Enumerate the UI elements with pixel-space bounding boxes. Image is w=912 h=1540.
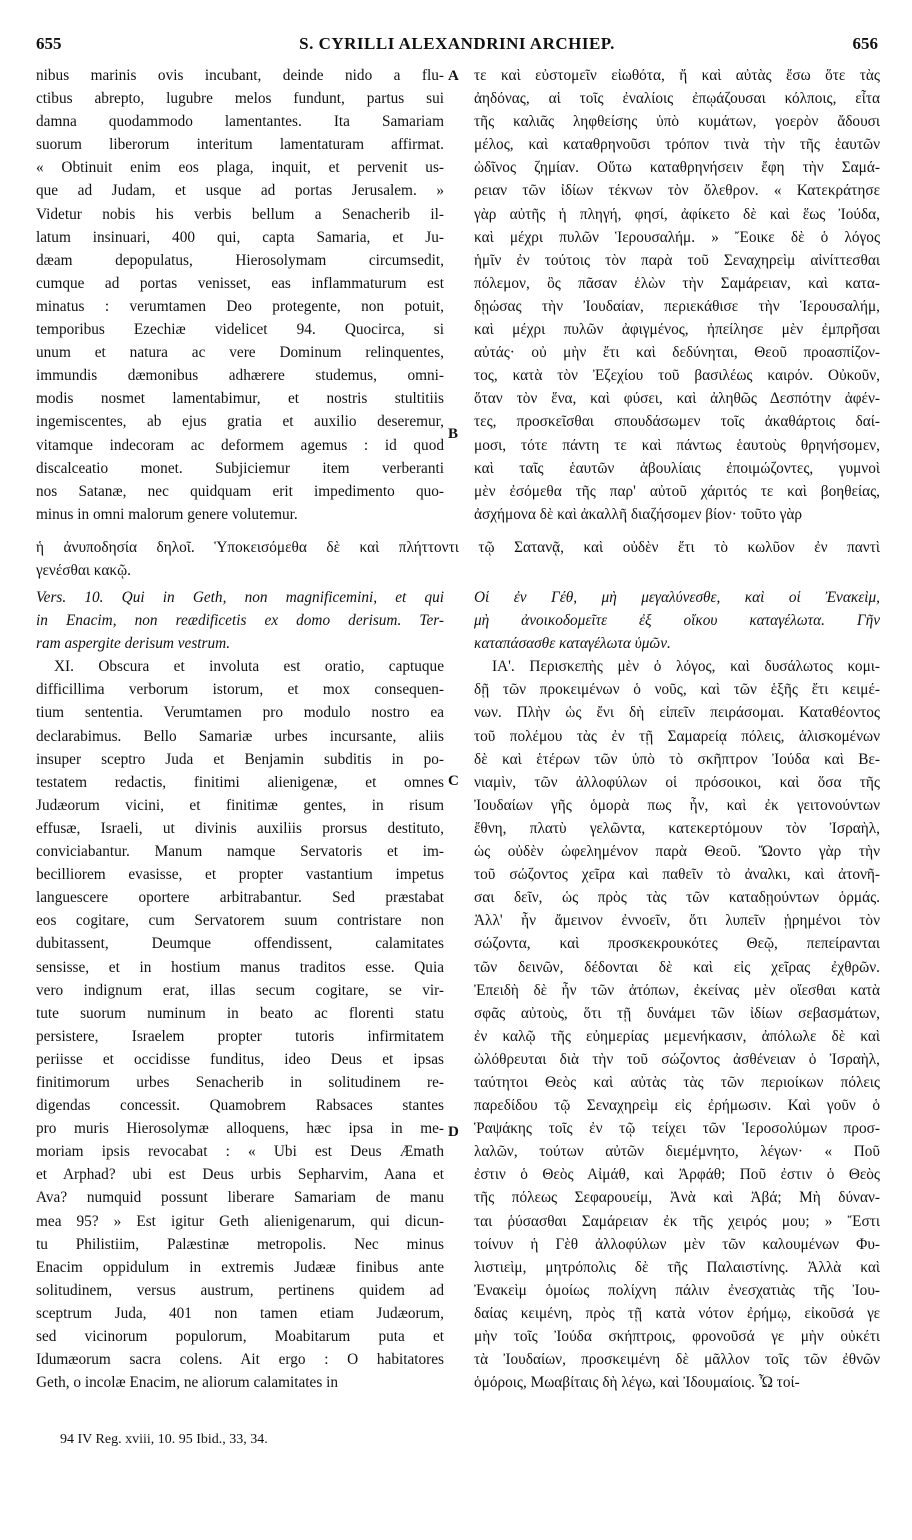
latin-text-line: discalceatio monet. Subjiciemur item verberanti — [36, 459, 444, 477]
greek-verse-line: μὴ ἀνοικοδομεῖτε ἐξ οἴκου καταγέλωτα. Γῆν — [474, 612, 880, 630]
latin-text-line: immundis dæmonibus adhærere studemus, omni- — [36, 367, 444, 385]
greek-text-line: τε καὶ εὐστομεῖν εἰωθότα, ἤ καὶ αὐτὰς ἔσω ὅτε τὰς — [474, 67, 880, 84]
latin-text-line: moriam ipsis revocabat : « Ubi est Deus Æmath — [36, 1143, 444, 1161]
greek-text-line: Ἰουδαίων γῆς ὁμορὰ πως ἦν, καὶ ἐκ γειτονούντων — [474, 796, 880, 814]
latin-text-line: Geth, o incolæ Enacim, ne aliorum calamitates in — [36, 1374, 339, 1392]
latin-text-line: effusæ, Israeli, ut divinis auxiliis prorsus destituto, — [36, 819, 444, 837]
greek-text-line: τὰ Ἰουδαίων, προσκειμένη δὲ μᾶλλον τοῖς τῶν ἐθνῶν — [474, 1351, 880, 1369]
greek-text-line: Ἀλλ' ἦν ἄμεινον ἐννοεῖν, ὅτι λυπεῖν ᾑρημένοι τὸν — [474, 912, 880, 930]
latin-text-line: conviciabantur. Manum namque Servatoris et im- — [36, 843, 444, 861]
greek-text-line: Ἐπειδὴ δὲ ἦν τῶν ἀτόπων, ἐκείνας μὲν οἴεσθαι κατὰ — [474, 981, 880, 999]
margin-marker-a: A — [448, 68, 459, 84]
latin-text-line: ingemiscentes, ab ejus gratia et auxilio deseremur, — [36, 413, 444, 431]
greek-text-line: σώζοντα, καὶ προσκεκρουκότες Θεῷ, πεπείρανται — [474, 935, 880, 953]
latin-text-line: ctibus abrepto, lugubre melos fundunt, partus sui — [36, 90, 444, 108]
greek-text-line: Ῥαψάκης τοῖς ἐν τῷ τείχει τῶν Ἱεροσολύμων προσ- — [474, 1120, 880, 1138]
greek-text-line: ἀσχήμονα δὲ καὶ ἀκαλλῆ διαζήσομεν βίον· τοῦτο γὰρ — [474, 505, 803, 523]
latin-text-line: difficillima verborum istorum, et mox consequen- — [36, 681, 444, 699]
greek-text-line: ὠλόθρευται διὰ τὴν τοῦ σώζοντος ἀσθένειαν ὁ Ἰσραὴλ, — [474, 1050, 880, 1068]
latin-text-line: Videtur nobis his verbis bellum a Senacherib il- — [36, 205, 444, 223]
greek-verse-line: Οἱ ἐν Γέθ, μὴ μεγαλύνεσθε, καὶ οἱ Ἐνακεὶμ, — [474, 589, 880, 606]
greek-text-line: τος, κατὰ τὸν Ἐζεχίου τοῦ βασιλέως καιρόν. Οὐκοῦν, — [474, 367, 880, 385]
latin-text-line: digendas concessit. Quamobrem Rabsaces stantes — [36, 1097, 444, 1115]
greek-text-line: μοσι, τότε πάντη τε καὶ πάντως ἑαυτοὺς θρηνήσομεν, — [474, 436, 880, 454]
latin-text-line: sed vicinorum populorum, Moabitarum puta et — [36, 1328, 444, 1345]
greek-text-line: λιστιεὶμ, μητρόπολις δὲ τῆς Παλαιστίνης. Ἀλλὰ καὶ — [474, 1258, 880, 1276]
greek-text-line: ἡμῖν ἐν τούτοις τὸν παρὰ τοῦ Σεναχηρεὶμ αἰνίττεσθαι — [474, 251, 880, 269]
latin-text-line: declarabimus. Bello Samariæ urbes incursante, aliis — [36, 727, 444, 745]
latin-text-line: Judæorum vicini, et finitimæ gentes, in risum — [36, 796, 444, 814]
latin-text-line: pro muris Hierosolymæ alloquens, hæc ipsa in me- — [36, 1120, 444, 1138]
greek-text-line: καὶ ταῖς ἑαυτῶν ἀβουλίαις ἐποιμώζοντες, γυμνοὶ — [474, 459, 880, 477]
latin-text-line: solitudinem, versus austrum, pertinens quidem ad — [36, 1281, 444, 1299]
latin-text-line: cumque ad portas venisset, eas inflammaturum est — [36, 274, 444, 292]
latin-text-line: becilliorem evasisse, et propter vastantium impetus — [36, 866, 444, 884]
latin-text-line: nos Satanæ, nec quidquam erit impedimento quo- — [36, 482, 444, 500]
latin-text-line: sensisse, et in hostium manus traditos esse. Quia — [36, 958, 444, 976]
latin-text-line: tu Philistiim, Palæstinæ metropolis. Nec minus — [36, 1235, 444, 1253]
greek-text-line: ρειαν τῶν ἰδίων τέκνων τὸν ὄλεθρον. « Κατεκράτησε — [474, 182, 880, 200]
latin-column-top — [36, 64, 444, 526]
greek-text-line: ὠδῖνος ζημίαν. Οὕτω καταθρηνήσειν ἔφη τὴν Σαμά- — [474, 159, 880, 177]
greek-text-line: δὲ καὶ ἑτέρων τῶν ὑπὸ τὸ σκῆπτρον Ἰούδα καὶ Βε- — [474, 750, 880, 768]
greek-text-line: ὁμόροις, Μωαβίταις δὴ λέγω, καὶ Ἰδουμαίοις. Ὦ τοί- — [474, 1374, 800, 1392]
latin-text-line: eos cogitare, cum Servatorem suum contristare non — [36, 912, 444, 930]
greek-spanning-text — [36, 536, 880, 582]
greek-text-line: ἀηδόνας, αἱ τοῖς ἐναλίοις ἐπῳάζουσαι κόλποις, εἶτα — [474, 90, 880, 108]
latin-text-line: minus in omni malorum genere volutemur. — [36, 505, 298, 523]
greek-text-line: τῆς πόλεως Σεφαρουείμ, Ἀνὰ καὶ Ἀβά; Μὴ δύναν- — [474, 1189, 880, 1207]
greek-text-line: ΙΑ'. Περισκεπὴς μὲν ὁ λόγος, καὶ δυσάλωτος κομι- — [492, 658, 880, 676]
latin-text-line: persistere, Israelem propter tutoris infirmitatem — [36, 1027, 444, 1045]
greek-text-line: μὲν ἐσόμεθα τῆς παρ' αὐτοῦ χάριτός τε καὶ βοηθείας, — [474, 482, 880, 500]
greek-text-line: νιαμὶν, τῶν ἀλλοφύλων οἱ πρόσοικοι, καὶ ὅσα τῆς — [474, 773, 880, 791]
latin-text-line: testatem redactis, finitimi alienigenæ, et omnes — [36, 773, 444, 791]
greek-span-line: ἡ ἀνυποδησία δηλοῖ. Ὑποκεισόμεθα δὲ καὶ πλήττοντι τῷ Σατανᾷ, καὶ οὐδὲν ἔτι τὸ κωλῦον ἐν παντὶ — [36, 539, 880, 556]
latin-text-line: damna quodammodo lamentantes. Ita Samariam — [36, 113, 444, 131]
greek-column-top — [474, 64, 880, 526]
latin-text-line: suorum liberorum interitum lamentaturam affirmat. — [36, 136, 444, 154]
margin-marker-d: D — [448, 1124, 459, 1140]
latin-text-line: unum et natura ac vere Dominum relinquentes, — [36, 344, 444, 362]
latin-text-line: tute suorum numinum in beato ac florenti statu — [36, 1004, 444, 1022]
greek-text-line: τοίνυν ἡ Γὲθ ἀλλοφύλων μὲν τῶν καλουμένων Φυ- — [474, 1235, 880, 1253]
greek-text-line: σφᾶς αὐτοὺς, ὅτι τῇ δυνάμει τῶν ἰδίων σεβασμάτων, — [474, 1004, 880, 1022]
latin-verse-line: in Enacim, non reædificetis ex domo derisum. Ter- — [36, 612, 444, 630]
greek-text-line: τῆς καλιᾶς ληφθείσης ὑπὸ κυμάτων, γοερὸν ἄδουσι — [474, 113, 880, 131]
greek-text-line: σαι δεῖν, ὡς πρὸς τὰς τῶν καταδῃούντων ὁρμάς. — [474, 889, 880, 907]
greek-text-line: πόλεμον, ὃς πᾶσαν ἑλὼν τὴν Σαμάρειαν, καὶ κατα- — [474, 274, 880, 292]
latin-text-line: vero indignum erat, illas secum cogitare, se vir- — [36, 981, 444, 999]
latin-column-bottom — [36, 586, 444, 1394]
latin-text-line: nibus marinis ovis incubant, deinde nido a flu- — [36, 67, 444, 84]
greek-text-line: ται ῥύσασθαι Σαμάρειαν ἐκ τῆς χειρός μου; » Ἔστι — [474, 1212, 880, 1230]
latin-text-line: mea 95? » Est igitur Geth alienigenarum, qui dicun- — [36, 1212, 444, 1230]
greek-text-line: παρεδίδου τῷ Σεναχηρεὶμ εἰς ἐρήμωσιν. Καὶ γοῦν ὁ — [474, 1097, 880, 1115]
latin-text-line: modis nosmet lamentabimur, et nostris stultitiis — [36, 390, 444, 408]
greek-verse-line: καταπάσασθε καταγέλωτα ὑμῶν. — [474, 635, 671, 653]
latin-text-line: insuper sceptro Juda et Benjamin subditis in po- — [36, 750, 444, 768]
latin-text-line: Ava? numquid possunt liberare Samariam de manu — [36, 1189, 444, 1207]
left-page-number: 655 — [36, 34, 62, 53]
greek-text-line: δῇ τῶν προκειμένων ὁ νοῦς, καὶ τῶν ἑξῆς ἔτι κειμέ- — [474, 681, 880, 699]
greek-text-line: λαλῶν, τούτων αὐτῶν διεμέμνητο, λέγων· « Ποῦ — [474, 1143, 880, 1161]
latin-text-line: dæam depopulatus, Hierosolymam circumsedit, — [36, 251, 444, 269]
greek-text-line: ἐστιν ὁ Θεὸς Αἰμάθ, καὶ Ἀρφάθ; Ποῦ ἐστιν ὁ Θεὸς — [474, 1166, 880, 1184]
greek-text-line: καὶ μέχρι πυλῶν Ἱερουσαλήμ. » Ἔοικε δὲ ὁ λόγος — [474, 228, 880, 246]
greek-column-bottom — [474, 586, 880, 1394]
page-header — [36, 34, 878, 60]
latin-text-line: temporibus Ezechiæ videlicet 94. Quocirca, si — [36, 321, 444, 339]
latin-text-line: Enacim oppidulum in extremis Judææ finibus ante — [36, 1258, 444, 1276]
latin-text-line: periisse et occidisse funditus, ideo Deus et ipsas — [36, 1050, 444, 1068]
greek-text-line: τοῦ πολέμου τὰς ἐν τῇ Σαμαρείᾳ πόλεις, ἁλισκομένων — [474, 727, 880, 745]
margin-marker-b: B — [448, 426, 459, 442]
greek-text-line: ἔθνη, πλατὺ γελῶντα, κατεκερτόμουν τὸν Ἰσραὴλ, — [474, 819, 880, 837]
greek-text-line: μὴν τοῖς Ἰούδα σκήπτροις, φρονοῦσά γε μὴν οὐκέτι — [474, 1328, 880, 1345]
greek-text-line: τῶν δεινῶν, δέδονται δὲ καὶ εἰς χεῖρας ἐχθρῶν. — [474, 958, 880, 976]
greek-text-line: μέλος, καὶ καταθρηνοῦσι τρόπον τινὰ τὴν τῆς ἑαυτῶν — [474, 136, 880, 154]
greek-text-line: ὅταν τὸν ἕνα, καὶ φύσει, καὶ ἀληθῶς Δεσπότην ἀφέν- — [474, 390, 880, 408]
footnotes: 94 IV Reg. xviii, 10. 95 Ibid., 33, 34. — [60, 1432, 268, 1447]
greek-text-line: τοῦ σώζοντος χεῖρα καὶ παθεῖν τὸ ἀναλκι, καὶ ἀτονῆ- — [474, 866, 880, 884]
latin-text-line: dubitassent, Deumque offendissent, calamitates — [36, 935, 444, 953]
greek-text-line: τες, προσκεῖσθαι σπουδάσωμεν τοῖς ἀκαθάρτοις δαί- — [474, 413, 880, 431]
greek-text-line: ἐν καλῷ τῆς εὐημερίας μεμενήκασιν, ἀπόλωλε δὲ καὶ — [474, 1027, 880, 1045]
greek-text-line: γὰρ αὐτῆς ἡ πληγή, φησί, ἀφίκετο δὲ καὶ ἕως Ἰούδα, — [474, 205, 880, 223]
greek-text-line: δαίας κειμένη, πρὸς τῇ κατὰ νότον ἐρήμῳ, εἰκοῦσά γε — [474, 1304, 880, 1322]
greek-text-line: Ἐνακεὶμ ὁμοίως πολίχνη πάλιν ἐνεσχατιὰς τῆς Ἰου- — [474, 1281, 880, 1299]
latin-text-line: languescere oportere arbitrabantur. Sed præstabat — [36, 889, 444, 907]
latin-verse-line: ram aspergite derisum vestrum. — [36, 635, 231, 653]
latin-verse-line: Vers. 10. Qui in Geth, non magnificemini, et qui — [36, 589, 444, 606]
greek-text-line: ταύτητοι Θεὸς καὶ αὐτὰς τὰς τῶν περιοίκων πόλεις — [474, 1073, 880, 1091]
running-title: S. CYRILLI ALEXANDRINI ARCHIEP. — [299, 34, 615, 53]
greek-text-line: καὶ μέχρι πυλῶν ἀφιγμένος, ἠπείλησε μὲν ἐμπρῆσαι — [474, 321, 880, 339]
margin-marker-c: C — [448, 773, 459, 789]
latin-text-line: que ad Judam, et usque ad portas Jerusalem. » — [36, 182, 444, 200]
greek-text-line: αὐτάς· οὐ μὴν ἔτι καὶ δεδύνηται, Θεοῦ προασπίζον- — [474, 344, 880, 362]
greek-span-line: γενέσθαι κακῷ. — [36, 562, 131, 580]
latin-text-line: vitamque indecoram ac deformem agemus : id quod — [36, 436, 444, 454]
latin-text-line: sceptrum Juda, 401 non tamen etiam Judæorum, — [36, 1304, 444, 1322]
latin-text-line: latum insinuari, 400 qui, capta Samaria, et Ju- — [36, 228, 444, 246]
latin-text-line: minatus : verumtamen Deo protegente, non potuit, — [36, 297, 444, 315]
greek-text-line: ὡς οὐδὲν ὠφελημένον παρὰ Θεοῦ. Ὤοντο γὰρ τὴν — [474, 843, 880, 861]
greek-text-line: δῃώσας τὴν Ἰουδαίαν, περιεκάθισε τὴν Ἱερουσαλήμ, — [474, 297, 880, 315]
latin-text-line: finitimorum urbes Senacherib in solitudinem re- — [36, 1073, 444, 1091]
right-page-number: 656 — [852, 34, 878, 53]
latin-text-line: et Arphad? ubi est Deus urbis Sepharvim, Aana et — [36, 1166, 444, 1184]
latin-text-line: « Obtinuit enim eos plaga, inquit, et pervenit us- — [36, 159, 444, 177]
greek-text-line: νων. Πλὴν ὡς ἔνι δὴ εἰπεῖν πειράσομαι. Καταθέοντος — [474, 704, 880, 722]
latin-text-line: XI. Obscura et involuta est oratio, captuque — [54, 658, 444, 676]
latin-text-line: Idumæorum sacra colens. Ait ergo : O habitatores — [36, 1351, 444, 1369]
latin-text-line: tium sententia. Verumtamen pro modulo nostro ea — [36, 704, 444, 722]
